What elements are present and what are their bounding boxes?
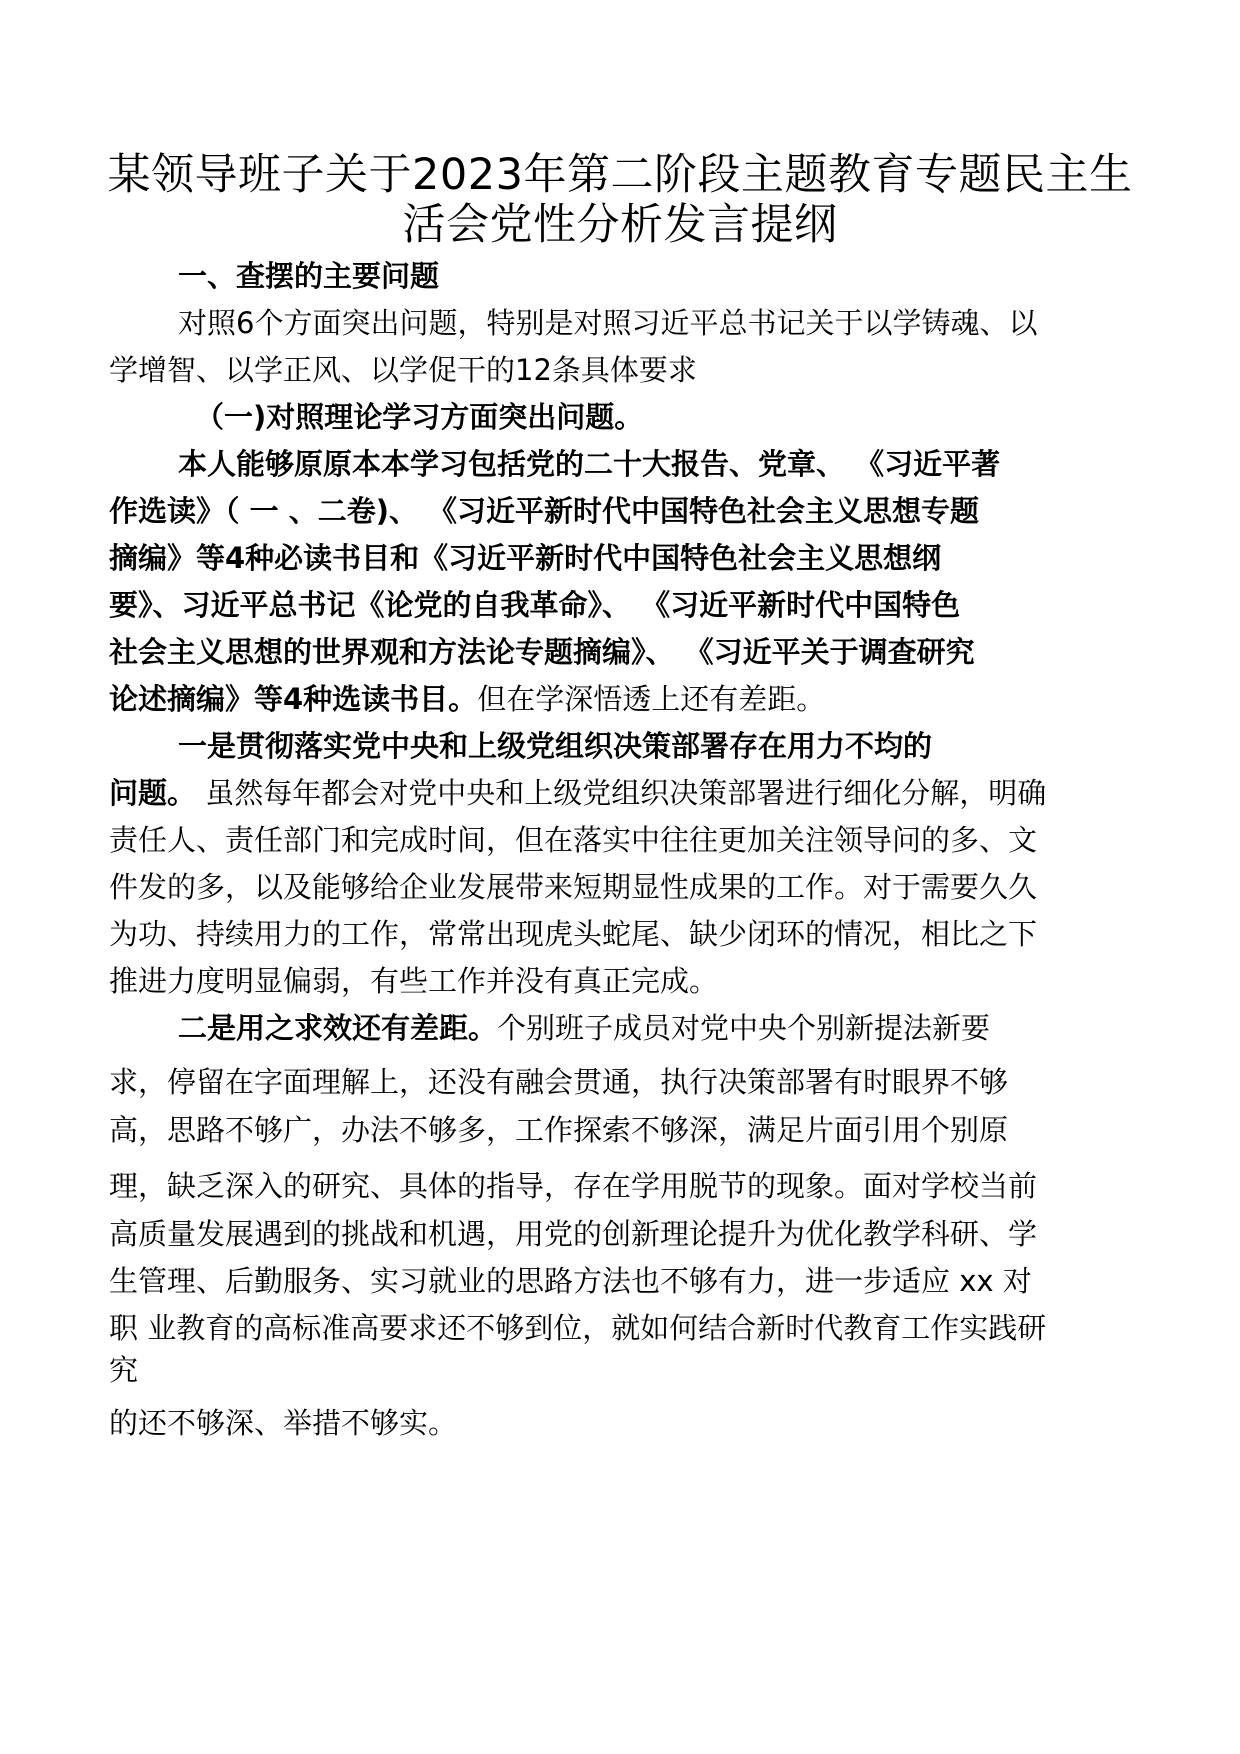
intro-line-1: 对照6个方面突出问题，特别是对照习近平总书记关于以学铸魂、以 [178,306,1038,340]
paragraph-1-line-6-bold: 论述摘编》等4种选读书目。 [109,682,478,716]
paragraph-2-line-5: 为功、持续用力的工作，常常出现虎头蛇尾、缺少闭环的情况，相比之下 [109,917,1038,951]
paragraph-1-line-6 [109,676,1124,723]
paragraph-1-line-1: 本人能够原原本本学习包括党的二十大报告、党章、 《习近平著 [178,447,1001,481]
paragraph-3-line-1-bold: 二是用之求效还有差距。 [178,1011,498,1045]
paragraph-2-line-6: 推进力度明显偏弱，有些工作并没有真正完成。 [109,964,719,998]
paragraph-3-line-4: 理，缺乏深入的研究、具体的指导，存在学用脱节的现象。面对学校当前 [109,1169,1038,1203]
paragraph-3-line-3: 高，思路不够广，办法不够多，工作探索不够深，满足片面引用个别原 [109,1113,1009,1147]
subsection-heading: （一)对照理论学习方面突出问题。 [195,400,644,434]
paragraph-1-line-6-rest: 但在学深悟透上还有差距。 [477,682,826,716]
title-line-2: 活会党性分析发言提纲 [402,200,838,250]
paragraph-3-line-8: 究 [109,1353,139,1387]
paragraph-2-line-2-rest: 虽然每年都会对党中央和上级党组织决策部署进行细化分解，明确 [196,776,1047,810]
paragraph-1-line-4: 要》、习近平总书记《论党的自我革命》、 《习近平新时代中国特色 [109,588,961,622]
paragraph-3-line-6: 生管理、后勤服务、实习就业的思路方法也不够有力，进一步适应 xx 对 [109,1264,1032,1298]
paragraph-2-line-2-bold: 问题。 [109,776,197,810]
paragraph-2-line-3: 责任人、责任部门和完成时间，但在落实中往往更加关注领导问的多、文 [109,823,1038,857]
paragraph-2-line-2 [109,770,1124,817]
document-body [109,253,1124,1439]
paragraph-2-line-1: 一是贯彻落实党中央和上级党组织决策部署存在用力不均的 [178,729,933,763]
paragraph-1-line-3: 摘编》等4种必读书目和《习近平新时代中国特色社会主义思想纲 [109,541,942,575]
intro-line-2: 学增智、以学正风、以学促干的12条具体要求 [109,353,697,387]
paragraph-3-line-2: 求，停留在字面理解上，还没有融会贯通，执行决策部署有时眼界不够 [109,1065,1009,1099]
paragraph-2-line-4: 件发的多，以及能够给企业发展带来短期显性成果的工作。对于需要久久 [109,870,1038,904]
title-line-1: 某领导班子关于2023年第二阶段主题教育专题民主生 [107,150,1133,200]
paragraph-1-line-2: 作选读》（ 一 、二卷)、 《习近平新时代中国特色社会主义思想专题 [109,494,980,528]
section-heading: 一、查摆的主要问题 [178,259,440,293]
paragraph-3-line-1-rest: 个别班子成员对党中央个别新提法新要 [497,1011,991,1045]
paragraph-3-line-1 [109,1005,1124,1052]
document-title [100,150,1140,250]
paragraph-1-line-5: 社会主义思想的世界观和方法论专题摘编》、 《习近平关于调查研究 [109,635,975,669]
paragraph-3-line-9: 的还不够深、举措不够实。 [109,1406,458,1440]
paragraph-3-line-7: 职 业教育的高标准高要求还不够到位，就如何结合新时代教育工作实践研 [109,1311,1047,1345]
paragraph-3-line-5: 高质量发展遇到的挑战和机遇，用党的创新理论提升为优化教学科研、学 [109,1217,1038,1251]
